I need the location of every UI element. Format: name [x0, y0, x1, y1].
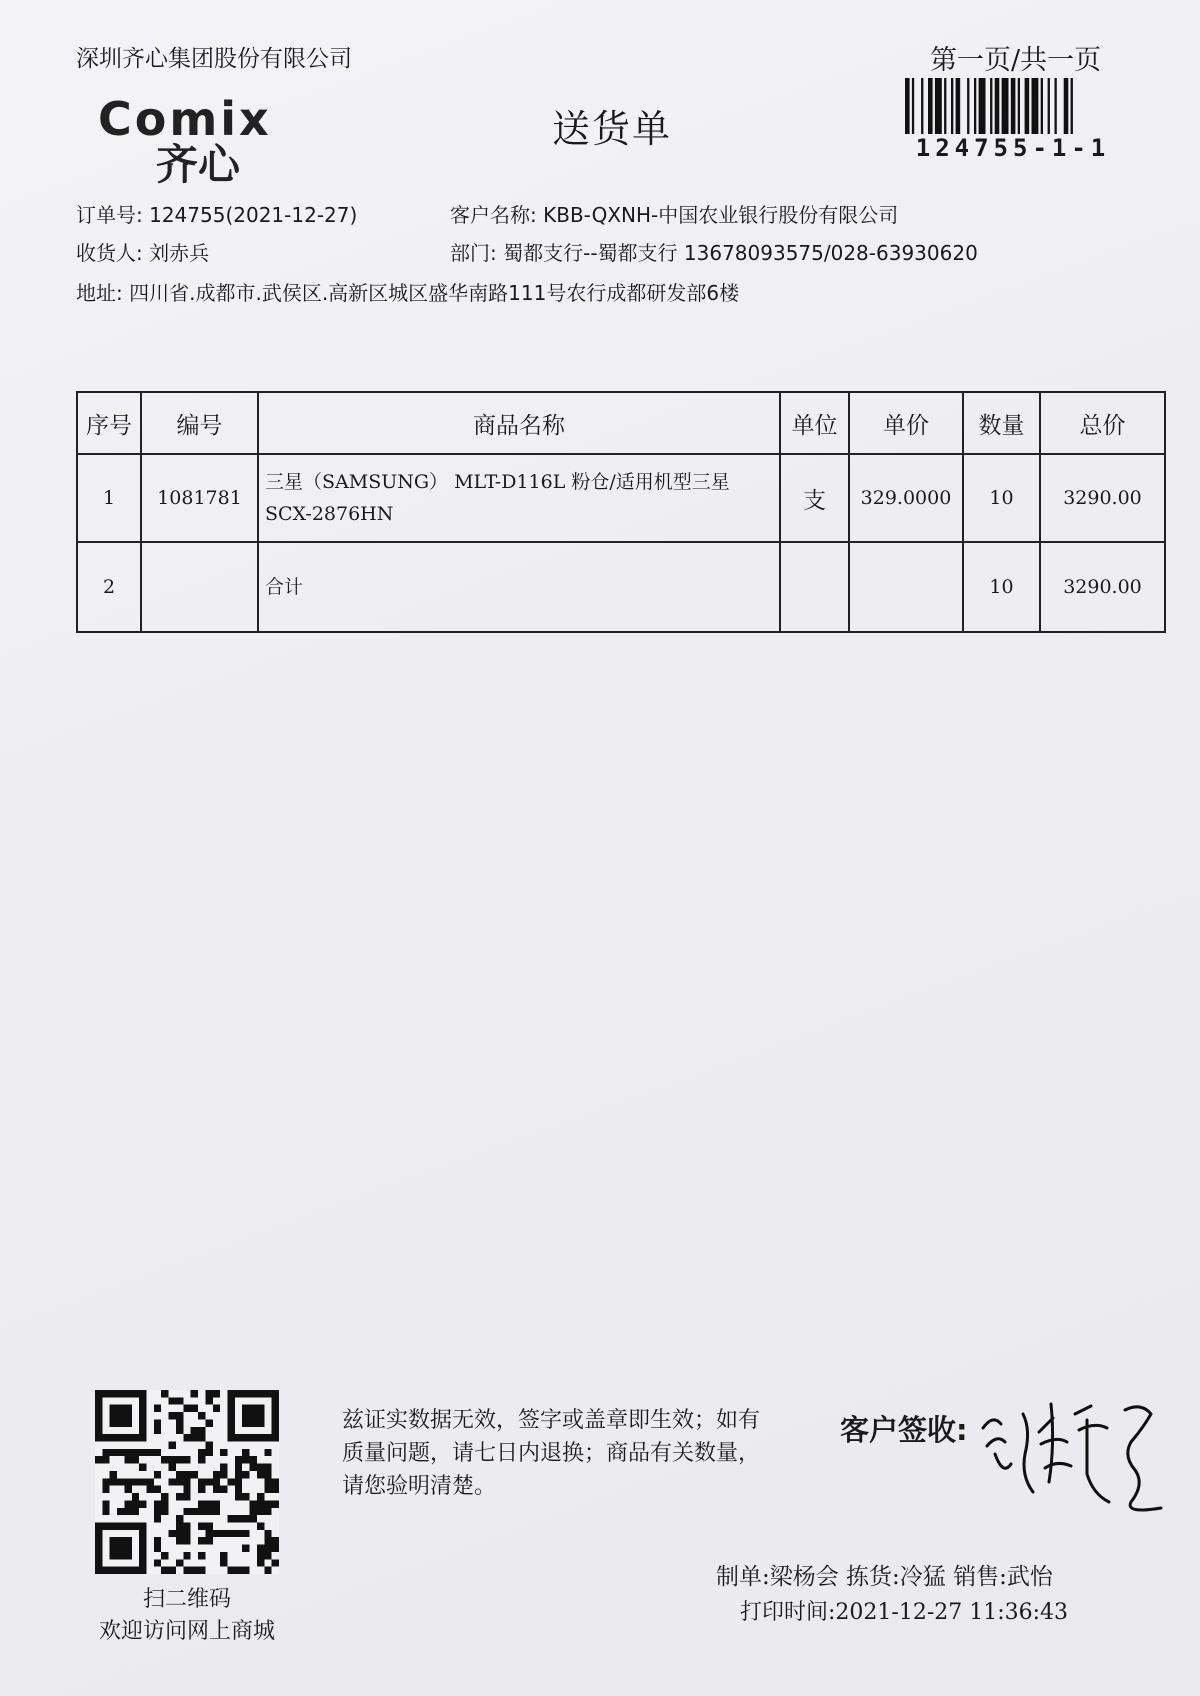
cell-qty: 10 — [963, 542, 1040, 632]
logo-text-cn: 齐心 — [156, 140, 241, 189]
header-name: 商品名称 — [258, 392, 780, 454]
header-seq: 序号 — [77, 392, 141, 454]
cell-seq: 1 — [77, 454, 141, 542]
cell-unit: 支 — [780, 454, 849, 542]
order-value: 124755(2021-12-27) — [149, 203, 358, 227]
cell-qty: 10 — [963, 454, 1040, 542]
customer-sign-label: 客户签收: — [840, 1413, 968, 1447]
company-name: 深圳齐心集团股份有限公司 — [76, 46, 352, 72]
customer-value: KBB-QXNH-中国农业银行股份有限公司 — [543, 203, 899, 227]
receiver — [76, 237, 209, 266]
logo-text-en: Comix — [98, 92, 272, 146]
cell-code — [141, 542, 258, 632]
header-price: 单价 — [849, 392, 963, 454]
receiver-label: 收货人: — [76, 241, 143, 265]
table-header-row — [77, 392, 1165, 454]
cell-price — [849, 542, 963, 632]
cell-total: 3290.00 — [1040, 542, 1165, 632]
header-unit: 单位 — [780, 392, 849, 454]
handwritten-signature — [975, 1384, 1165, 1524]
cell-total: 3290.00 — [1040, 454, 1165, 542]
order-number — [76, 199, 357, 228]
cell-name: 合计 — [258, 542, 780, 632]
qr-caption-welcome: 欢迎访问网上商城 — [98, 1619, 275, 1644]
customer-label: 客户名称: — [450, 203, 537, 227]
customer-name — [450, 199, 898, 228]
table-row — [77, 542, 1165, 632]
cell-unit — [780, 542, 849, 632]
document-title: 送货单 — [552, 107, 673, 151]
barcode-number: 124755-1-1 — [915, 134, 1111, 162]
print-time: 打印时间:2021-12-27 11:36:43 — [740, 1600, 1069, 1625]
qr-code — [95, 1390, 279, 1574]
barcode — [905, 78, 1121, 134]
notice-text: 兹证实数据无效，签字或盖章即生效；如有质量问题，请七日内退换；商品有关数量，请您验明清楚。 — [342, 1408, 761, 1499]
qr-caption-scan: 扫二维码 — [142, 1587, 231, 1612]
header-qty: 数量 — [963, 392, 1040, 454]
cell-seq: 2 — [77, 542, 141, 632]
header-code: 编号 — [141, 392, 258, 454]
table-row — [77, 454, 1165, 542]
address-value: 四川省.成都市.武侯区.高新区城区盛华南路111号农行成都研发部6楼 — [129, 281, 740, 305]
cell-name: 三星（SAMSUNG） MLT-D116L 粉仓/适用机型三星SCX-2876HN — [258, 454, 780, 542]
staff-info: 制单:梁杨会 拣货:冷猛 销售:武怡 — [716, 1564, 1053, 1590]
items-table — [76, 391, 1166, 633]
cell-price: 329.0000 — [849, 454, 963, 542]
department — [450, 237, 978, 266]
address-label: 地址: — [76, 281, 123, 305]
address — [76, 277, 739, 306]
dept-value: 蜀都支行--蜀都支行 13678093575/028-63930620 — [503, 241, 978, 265]
dept-label: 部门: — [450, 241, 497, 265]
header-total: 总价 — [1040, 392, 1165, 454]
comix-logo — [98, 92, 328, 196]
receiver-value: 刘赤兵 — [149, 241, 210, 265]
page-info: 第一页/共一页 — [930, 45, 1102, 76]
cell-code: 1081781 — [141, 454, 258, 542]
order-label: 订单号: — [76, 203, 143, 227]
